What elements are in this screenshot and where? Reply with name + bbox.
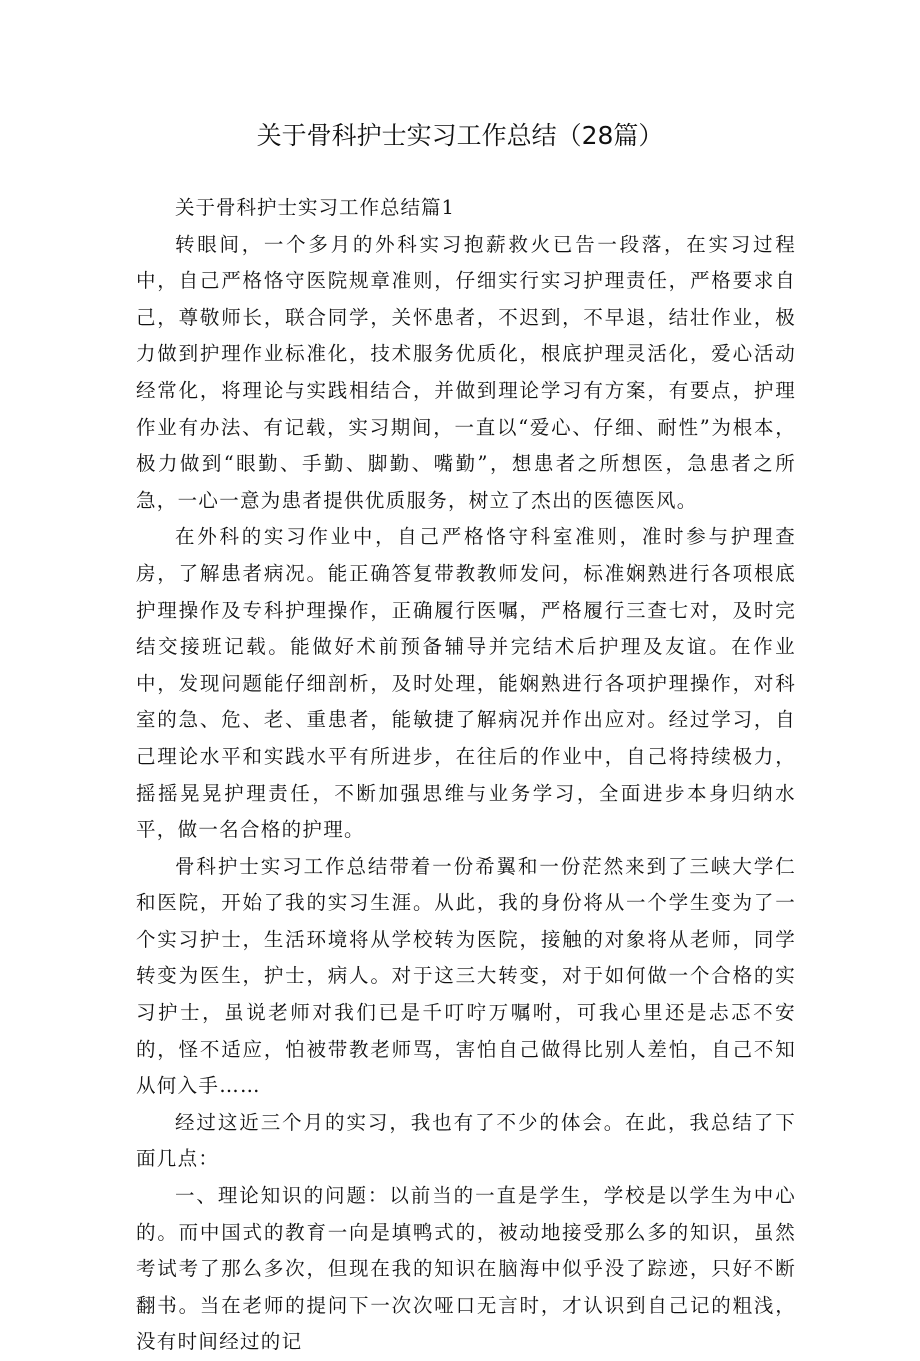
document-body — [136, 190, 796, 1361]
document-title: 关于骨科护士实习工作总结（28篇） — [256, 121, 664, 150]
section-heading: 关于骨科护士实习工作总结篇1 — [175, 196, 455, 219]
body-paragraph: 在外科的实习作业中，自己严格恪守科室准则，准时参与护理查房，了解患者病况。能正确答复带教教师发问，标准娴熟进行各项根底护理操作及专科护理操作，正确履行医嘱，严格履行三查七对，及时完结交接班记载。能做好术前预备辅导并完结术后护理及友谊。在作业中，发现问题能仔细剖析，及时处理，能娴熟进行各项护理操作，对科室的急、危、老、重患者，能敏捷了解病况并作出应对。经过学习，自己理论水平和实践水平有所进步，在往后的作业中，自己将持续极力，摇摇晃晃护理责任，不断加强思维与业务学习，全面进步本身归纳水平，做一名合格的护理。 — [136, 525, 796, 842]
body-paragraph: 一、理论知识的问题：以前当的一直是学生，学校是以学生为中心的。而中国式的教育一向是填鸭式的，被动地接受那么多的知识，虽然考试考了那么多次，但现在我的知识在脑海中似乎没了踪迹，只好不断翻书。当在老师的提问下一次次哑口无言时，才认识到自己记的粗浅，没有时间经过的记 — [136, 1184, 796, 1354]
body-paragraph: 转眼间，一个多月的外科实习抱薪救火已告一段落，在实习过程中，自己严格恪守医院规章准则，仔细实行实习护理责任，严格要求自己，尊敬师长，联合同学，关怀患者，不迟到，不早退，结壮作业，极力做到护理作业标准化，技术服务优质化，根底护理灵活化，爱心活动经常化，将理论与实践相结合，并做到理论学习有方案，有要点，护理作业有办法、有记载，实习期间，一直以“爱心、仔细、耐性”为根本，极力做到“眼勤、手勤、脚勤、嘴勤”，想患者之所想医，急患者之所急，一心一意为患者提供优质服务，树立了杰出的医德医风。 — [136, 232, 796, 512]
body-paragraph: 经过这近三个月的实习，我也有了不少的体会。在此，我总结了下面几点： — [136, 1110, 796, 1171]
body-paragraph: 骨科护士实习工作总结带着一份希翼和一份茫然来到了三峡大学仁和医院，开始了我的实习生涯。从此，我的身份将从一个学生变为了一个实习护士，生活环境将从学校转为医院，接触的对象将从老师，同学转变为医生，护士，病人。对于这三大转变，对于如何做一个合格的实习护士，虽说老师对我们已是千叮咛万嘱咐，可我心里还是忐忑不安的，怪不适应，怕被带教老师骂，害怕自己做得比别人差怕，自己不知从何入手…… — [136, 854, 796, 1098]
